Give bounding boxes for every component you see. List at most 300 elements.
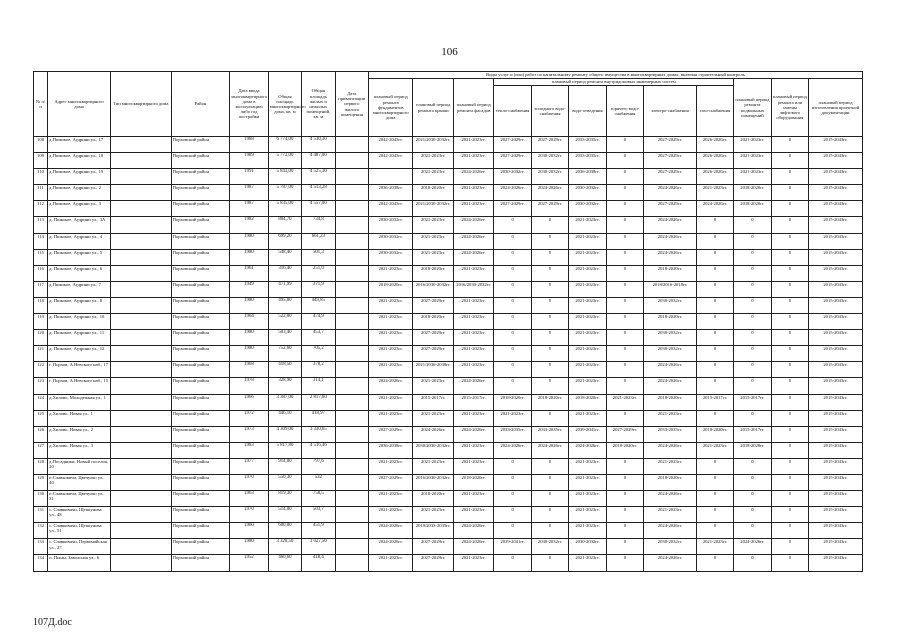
row-type: [110, 249, 171, 265]
row-hot-water: 0: [606, 458, 643, 474]
row-sewer: 2021-2023гг.: [569, 378, 606, 394]
document-table-wrapper: [33, 71, 863, 572]
row-sewer: 2021-2023гг.: [569, 458, 606, 474]
row-elevator: 0: [771, 539, 808, 555]
row-facade: 2021-2023гг.: [453, 507, 493, 523]
row-year: 1973: [230, 426, 268, 442]
row-cold-water: 2027-2029гг.: [531, 137, 568, 153]
page-number: 106: [441, 46, 458, 58]
row-hot-water: 0: [606, 201, 643, 217]
row-elevator: 0: [771, 249, 808, 265]
row-gas: 0: [696, 297, 733, 313]
row-cold-water: 2033-2035гг.: [531, 426, 568, 442]
row-privatization: [335, 523, 368, 539]
row-cold-water: 2030-2032гг.: [531, 539, 568, 555]
table-row: [34, 233, 863, 249]
row-roof: 2021-2023гг.: [413, 458, 453, 474]
row-heat: 2024-2026гг.: [494, 185, 531, 201]
row-year: 1977: [230, 458, 268, 474]
row-privatization: [335, 265, 368, 281]
row-basement: 2024-2026гг.: [734, 539, 771, 555]
row-hot-water: 2027-2029гг.: [606, 426, 643, 442]
row-cold-water: 0: [531, 474, 568, 490]
row-basement: 0: [734, 507, 771, 523]
row-district: Порховский район: [171, 410, 230, 426]
row-facade: 2021-2023гг.: [453, 297, 493, 313]
row-basement: 2018-2020гг.: [734, 442, 771, 458]
row-cold-water: 0: [531, 265, 568, 281]
row-cold-water: 0: [531, 362, 568, 378]
row-total-area: 550,30: [268, 474, 301, 490]
row-hot-water: 0: [606, 410, 643, 426]
row-heat: 0: [494, 474, 531, 490]
row-elevator: 0: [771, 410, 808, 426]
row-number: 120: [34, 330, 48, 346]
row-roof: 2016/2030-2032гг.: [413, 281, 453, 297]
table-row: [34, 474, 863, 490]
row-elevator: 0: [771, 458, 808, 474]
row-cold-water: 0: [531, 555, 568, 571]
row-heat: 0: [494, 491, 531, 507]
row-basement: 0: [734, 249, 771, 265]
row-gas: 0: [696, 281, 733, 297]
row-elevator: 0: [771, 555, 808, 571]
row-facade: 2024-2026гг.: [453, 523, 493, 539]
row-roof: 2021-2023гг.: [413, 233, 453, 249]
row-district: Порховский район: [171, 265, 230, 281]
row-facade: 2021-2023гг.: [453, 491, 493, 507]
row-electric: 2024-2026гг.: [644, 217, 697, 233]
row-year: 1989: [230, 153, 268, 169]
row-foundation: 2021-2023гг.: [368, 491, 413, 507]
row-roof: 2018-2020гг.: [413, 265, 453, 281]
row-design: 2015-2043гг.: [809, 346, 863, 362]
row-elevator: 0: [771, 265, 808, 281]
row-number: 114: [34, 233, 48, 249]
row-address: д.Пшкокое, Аудрини ул., 18: [48, 153, 111, 169]
row-number: 128: [34, 458, 48, 474]
row-basement: 2021-2023гг.: [734, 137, 771, 153]
row-gas: 0: [696, 491, 733, 507]
row-design: 2015-2043гг.: [809, 362, 863, 378]
row-address: д.Хилово, Молодежная ул., 1: [48, 394, 111, 410]
header-num: № п/п: [34, 72, 48, 137]
header-heat: тепло-снабжения: [494, 86, 531, 137]
row-foundation: 2021-2023гг.: [368, 314, 413, 330]
row-hot-water: 0: [606, 297, 643, 313]
row-address: с. Славковичи, Щепкунова ул., 51: [48, 523, 111, 539]
row-number: 109: [34, 153, 48, 169]
table-row: [34, 297, 863, 313]
row-sewer: 2021-2023гг.: [569, 297, 606, 313]
row-number: 129: [34, 474, 48, 490]
row-facade: 2021-2023гг.: [453, 555, 493, 571]
row-number: 118: [34, 297, 48, 313]
row-hot-water: 0: [606, 378, 643, 394]
row-foundation: 2021-2023гг.: [368, 555, 413, 571]
row-facade: 2021-2023гг.: [453, 265, 493, 281]
row-hot-water: 0: [606, 507, 643, 523]
row-design: 2015-2043гг.: [809, 233, 863, 249]
row-facade: 2021-2023гг.: [453, 442, 493, 458]
row-heat: 2027-2029гг.: [494, 201, 531, 217]
repair-schedule-table: [33, 71, 863, 572]
row-address: д.Пшкокое, Аудрини ул., 3: [48, 201, 111, 217]
row-basement: 2021-2023гг.: [734, 169, 771, 185]
row-number: 130: [34, 491, 48, 507]
row-address: д.Хилово, Новая ул., 3: [48, 442, 111, 458]
header-basement: плановый период ремонта подвальных помещений: [734, 79, 771, 137]
row-design: 2015-2043гг.: [809, 442, 863, 458]
row-elevator: 0: [771, 233, 808, 249]
row-total-area: 5 787,00: [268, 185, 301, 201]
row-design: 2015-2043гг.: [809, 378, 863, 394]
row-heat: 2024-2026гг.: [494, 442, 531, 458]
row-roof: 2021/2030-2032гг.: [413, 201, 453, 217]
row-privatization: [335, 185, 368, 201]
row-electric: 2021-2023гг.: [644, 507, 697, 523]
row-gas: 0: [696, 523, 733, 539]
row-facade: 2021-2023гг.: [453, 137, 493, 153]
row-year: 1963: [230, 491, 268, 507]
row-sewer: 2021-2023гг.: [569, 281, 606, 297]
row-year: 1983: [230, 442, 268, 458]
row-sewer: 2030-2032гг.: [569, 539, 606, 555]
row-total-area: 446,10: [268, 410, 301, 426]
row-foundation: 2021-2023гг.: [368, 346, 413, 362]
row-basement: 0: [734, 346, 771, 362]
row-sewer: 2021-2023гг.: [569, 410, 606, 426]
row-basement: 0: [734, 330, 771, 346]
row-facade: 2024-2026гг.: [453, 378, 493, 394]
row-living-area: 4 530,30: [302, 137, 335, 153]
row-living-area: 3 027,50: [302, 539, 335, 555]
header-year: Дата ввода многоквартирного дома в эксплуатацию либо год постройки: [230, 72, 268, 137]
row-type: [110, 507, 171, 523]
row-facade: 2021-2023гг.: [453, 346, 493, 362]
row-facade: 2015-2017гг.: [453, 394, 493, 410]
row-address: п.Славковичи, Цвечулко ул., 40: [48, 474, 111, 490]
row-foundation: 2027-2029гг.: [368, 426, 413, 442]
row-total-area: 3 328,50: [268, 539, 301, 555]
header-systems-group: плановый период ремонта внутридомовых инженерных систем: [494, 79, 734, 86]
row-number: 115: [34, 249, 48, 265]
row-type: [110, 169, 171, 185]
row-type: [110, 426, 171, 442]
row-total-area: 5 817,80: [268, 442, 301, 458]
row-district: Порховский район: [171, 378, 230, 394]
row-living-area: 734,8: [302, 217, 335, 233]
table-row: [34, 507, 863, 523]
row-type: [110, 217, 171, 233]
row-privatization: [335, 297, 368, 313]
row-foundation: [368, 169, 413, 185]
row-privatization: [335, 394, 368, 410]
row-electric: 2024-2026гг.: [644, 249, 697, 265]
row-elevator: 0: [771, 507, 808, 523]
row-heat: 2018-2020гг.: [494, 394, 531, 410]
row-address: с. Славковичи, Щепкунова ул., 48: [48, 507, 111, 523]
row-roof: 2021-2023гг.: [413, 153, 453, 169]
row-address: д. Пшкокое, Аудрини ул., 6: [48, 265, 111, 281]
header-privatization: Дата приватизации первого жилого помещения: [335, 72, 368, 137]
row-number: 123: [34, 378, 48, 394]
row-sewer: 2039-2041гг.: [569, 426, 606, 442]
row-elevator: 0: [771, 297, 808, 313]
row-privatization: [335, 137, 368, 153]
row-design: 2015-2043гг.: [809, 426, 863, 442]
row-district: Порховский район: [171, 442, 230, 458]
row-cold-water: 0: [531, 297, 568, 313]
header-roof: плановый период ремонта крыши: [413, 79, 453, 137]
row-design: 2015-2043гг.: [809, 265, 863, 281]
row-type: [110, 297, 171, 313]
row-hot-water: 2018-2020гг.: [606, 442, 643, 458]
row-district: Порховский район: [171, 491, 230, 507]
row-sewer: 2021-2023гг.: [569, 491, 606, 507]
row-district: Порховский район: [171, 169, 230, 185]
row-cold-water: 0: [531, 281, 568, 297]
row-type: [110, 394, 171, 410]
row-facade: 2024-2026гг.: [453, 217, 493, 233]
table-row: [34, 410, 863, 426]
row-district: Порховский район: [171, 523, 230, 539]
table-row: [34, 137, 863, 153]
row-total-area: 600,00: [268, 523, 301, 539]
table-row: [34, 153, 863, 169]
row-privatization: [335, 330, 368, 346]
row-hot-water: 0: [606, 346, 643, 362]
row-total-area: 471,99: [268, 281, 301, 297]
row-design: 2015-2043гг.: [809, 555, 863, 571]
row-hot-water: 0: [606, 265, 643, 281]
row-cold-water: 0: [531, 330, 568, 346]
row-gas: 0: [696, 233, 733, 249]
row-address: г. Порхов, А.Невского наб., 17: [48, 362, 111, 378]
row-cold-water: 0: [531, 378, 568, 394]
row-roof: 2027-2029гг.: [413, 539, 453, 555]
row-living-area: 2 817,60: [302, 394, 335, 410]
row-total-area: 5 843,00: [268, 169, 301, 185]
row-design: 2015-2043гг.: [809, 297, 863, 313]
row-total-area: 819,30: [268, 491, 301, 507]
row-elevator: 0: [771, 169, 808, 185]
row-privatization: [335, 507, 368, 523]
row-basement: 2015-2017гг.: [734, 394, 771, 410]
row-year: 1968: [230, 362, 268, 378]
row-heat: 2021-2023гг.: [494, 410, 531, 426]
row-design: 2015-2043гг.: [809, 539, 863, 555]
row-year: 1970: [230, 507, 268, 523]
row-gas: 0: [696, 378, 733, 394]
row-gas: 0: [696, 474, 733, 490]
row-district: Порховский район: [171, 362, 230, 378]
row-design: 2015-2043гг.: [809, 507, 863, 523]
row-total-area: 503,40: [268, 330, 301, 346]
row-district: Порховский район: [171, 474, 230, 490]
row-privatization: [335, 474, 368, 490]
row-basement: 0: [734, 410, 771, 426]
row-roof: 2021-2023гг.: [413, 507, 453, 523]
row-basement: 2018-2020гг.: [734, 201, 771, 217]
row-basement: 0: [734, 233, 771, 249]
row-elevator: 0: [771, 330, 808, 346]
row-type: [110, 346, 171, 362]
row-cold-water: 2018-2020гг.: [531, 394, 568, 410]
row-district: Порховский район: [171, 330, 230, 346]
row-design: 2015-2043гг.: [809, 458, 863, 474]
table-body: [34, 137, 863, 572]
row-cold-water: 2027-2029гг.: [531, 201, 568, 217]
row-address: д. Пшкокое, Аудрини ул., 3А: [48, 217, 111, 233]
row-basement: 0: [734, 378, 771, 394]
row-privatization: [335, 362, 368, 378]
row-heat: 0: [494, 217, 531, 233]
row-living-area: 758,5: [302, 491, 335, 507]
row-foundation: 2021-2023гг.: [368, 507, 413, 523]
row-design: 2015-2043гг.: [809, 185, 863, 201]
row-heat: 0: [494, 265, 531, 281]
row-foundation: 2021-2023гг.: [368, 297, 413, 313]
row-hot-water: 0: [606, 362, 643, 378]
row-elevator: 0: [771, 523, 808, 539]
row-number: 113: [34, 217, 48, 233]
row-electric: 2018-2020гг.: [644, 314, 697, 330]
row-year: 1970: [230, 474, 268, 490]
row-basement: 0: [734, 362, 771, 378]
row-hot-water: 0: [606, 153, 643, 169]
row-foundation: 2027-2029гг.: [368, 474, 413, 490]
row-year: 1980: [230, 539, 268, 555]
row-address: д.Хилово, Новая ул., 1: [48, 410, 111, 426]
row-privatization: [335, 442, 368, 458]
row-privatization: [335, 491, 368, 507]
row-living-area: 449,85: [302, 297, 335, 313]
row-number: 112: [34, 201, 48, 217]
row-design: 2015-2043гг.: [809, 523, 863, 539]
row-district: Порховский район: [171, 346, 230, 362]
table-row: [34, 201, 863, 217]
row-gas: 0: [696, 346, 733, 362]
row-number: 133: [34, 539, 48, 555]
row-heat: 0: [494, 362, 531, 378]
row-basement: 0: [734, 281, 771, 297]
row-year: 1982: [230, 217, 268, 233]
row-privatization: [335, 346, 368, 362]
row-design: 2015-2043гг.: [809, 491, 863, 507]
row-number: 110: [34, 169, 48, 185]
row-total-area: 752,60: [268, 346, 301, 362]
row-electric: 2030-2032гг.: [644, 330, 697, 346]
table-row: [34, 346, 863, 362]
row-gas: 2021-2023гг.: [696, 442, 733, 458]
row-year: 1964: [230, 314, 268, 330]
header-elevator: плановый период ремонта или замены лифтового оборудования: [771, 79, 808, 137]
row-sewer: 2021-2023гг.: [569, 314, 606, 330]
table-row: [34, 539, 863, 555]
row-cold-water: 0: [531, 346, 568, 362]
row-total-area: 3 387,00: [268, 394, 301, 410]
row-elevator: 0: [771, 217, 808, 233]
row-roof: 2021-2023гг.: [413, 410, 453, 426]
table-row: [34, 523, 863, 539]
row-type: [110, 185, 171, 201]
row-year: 1980: [230, 297, 268, 313]
row-heat: 0: [494, 233, 531, 249]
row-total-area: 6 774,00: [268, 137, 301, 153]
row-gas: 0: [696, 330, 733, 346]
row-type: [110, 137, 171, 153]
row-electric: 2024-2026гг.: [644, 555, 697, 571]
row-electric: 2018/2016-2018гг.: [644, 281, 697, 297]
row-electric: 2018-2020гг.: [644, 265, 697, 281]
row-address: с. Славковичи, Первомайская ул., 27: [48, 539, 111, 555]
row-gas: 0: [696, 555, 733, 571]
row-hot-water: 2021-2023гг.: [606, 394, 643, 410]
row-foundation: 2042-2043гг.: [368, 137, 413, 153]
row-type: [110, 281, 171, 297]
row-basement: 0: [734, 458, 771, 474]
row-district: Порховский район: [171, 185, 230, 201]
row-number: 125: [34, 410, 48, 426]
row-heat: 0: [494, 314, 531, 330]
row-heat: 0: [494, 346, 531, 362]
row-address: д.Пшкокое, Аудрини ул., 19: [48, 169, 111, 185]
row-type: [110, 555, 171, 571]
row-gas: 2026-2026гг.: [696, 153, 733, 169]
row-year: 1987: [230, 185, 268, 201]
row-privatization: [335, 378, 368, 394]
row-electric: 2024-2026гг.: [644, 233, 697, 249]
header-hot-water: горячего водо-снабжения: [606, 86, 643, 137]
row-living-area: 418,4: [302, 555, 335, 571]
row-living-area: 474,9: [302, 314, 335, 330]
row-gas: 2026-2026гг.: [696, 169, 733, 185]
row-gas: 2026-2026гг.: [696, 137, 733, 153]
row-roof: 2018-2020гг.: [413, 491, 453, 507]
row-type: [110, 539, 171, 555]
row-elevator: 0: [771, 314, 808, 330]
row-design: 2015-2043гг.: [809, 201, 863, 217]
row-electric: 2024-2026гг.: [644, 378, 697, 394]
row-living-area: 705,2: [302, 346, 335, 362]
header-design: плановый период изготовления проектной документации: [809, 79, 863, 137]
row-privatization: [335, 281, 368, 297]
row-hot-water: 0: [606, 314, 643, 330]
row-total-area: 522,00: [268, 314, 301, 330]
row-year: 1987: [230, 201, 268, 217]
table-row: [34, 555, 863, 571]
row-sewer: 2021-2023гг.: [569, 507, 606, 523]
row-address: д. Пшкокое, Аудрини ул., 5: [48, 249, 111, 265]
row-number: 119: [34, 314, 48, 330]
row-total-area: 460,60: [268, 555, 301, 571]
row-district: Порховский район: [171, 426, 230, 442]
row-basement: 0: [734, 297, 771, 313]
row-gas: 0: [696, 410, 733, 426]
row-facade: 2021-2023гг.: [453, 201, 493, 217]
row-facade: 2024-2026гг.: [453, 169, 493, 185]
row-living-area: 378,2: [302, 362, 335, 378]
row-district: Порховский район: [171, 555, 230, 571]
row-sewer: 2033-2035гг.: [569, 153, 606, 169]
row-heat: 2027-2029гг.: [494, 137, 531, 153]
row-year: 1961: [230, 265, 268, 281]
row-electric: 2024-2026гг.: [644, 491, 697, 507]
row-elevator: 0: [771, 442, 808, 458]
row-type: [110, 362, 171, 378]
row-roof: 2019/2033-2035гг.: [413, 523, 453, 539]
